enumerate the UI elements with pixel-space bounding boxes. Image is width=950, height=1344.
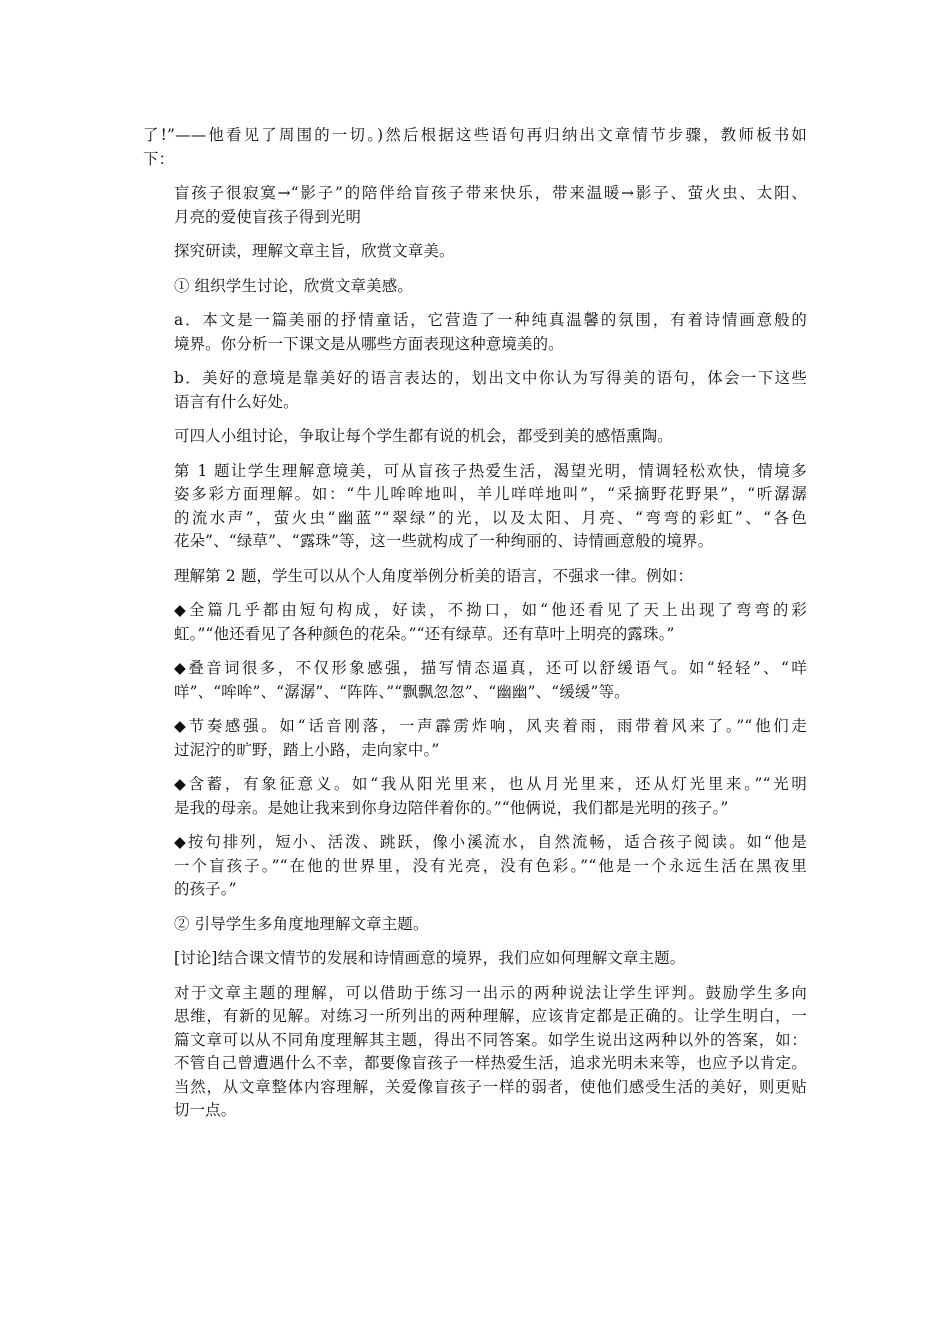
paragraph [143, 913, 807, 937]
text-line: ◆节奏感强。如“话音刚落，一声霹雳炸响，风夹着雨，雨带着风来了。”“他们走 [174, 717, 807, 735]
text-line: ◆全篇几乎都由短句构成，好读，不拗口，如“他还看见了天上出现了弯弯的彩 [174, 601, 807, 619]
text-line: 花朵”、“绿草”、“露珠”等，这一些就构成了一种绚丽的、诗情画意般的境界。 [174, 532, 714, 550]
text-line: 了!”——他看见了周围的一切。)然后根据这些语句再归纳出文章情节步骤，教师板书如 [143, 126, 807, 144]
text-line: b．美好的意境是靠美好的语言表达的，划出文中你认为写得美的语句，体会一下这些 [174, 369, 807, 387]
document-body [143, 124, 807, 1134]
text-line: 切一点。 [174, 1101, 237, 1119]
text-line: 理解第 2 题，学生可以从个人角度举例分析美的语言，不强求一律。例如： [174, 566, 694, 585]
text-line: [讨论]结合课文情节的发展和诗情画意的境界，我们应如何理解文章主题。 [174, 949, 686, 967]
paragraph [143, 182, 807, 229]
text-line: 篇文章可以从不同角度理解其主题，得出不同答案。如学生说出这两种以外的答案，如： [174, 1030, 807, 1049]
text-line: 思维，有新的见解。对练习一所列出的两种理解，应该肯定都是正确的。让学生明白，一 [174, 1007, 807, 1025]
text-line: 第 1 题让学生理解意境美，可从盲孩子热爱生活，渴望光明，情调轻松欢快，情境多 [174, 461, 807, 480]
text-line: 咩”、“哞哞”、“潺潺”、“阵阵、”“飘飘忽忽”、“幽幽”、“缓缓”等。 [174, 682, 630, 701]
paragraph [143, 657, 807, 704]
paragraph [143, 240, 807, 264]
text-line: 的孩子。” [174, 880, 237, 898]
text-line: 对于文章主题的理解，可以借助于练习一出示的两种说法让学生评判。鼓励学生多向 [174, 983, 807, 1002]
text-line: 境界。你分析一下课文是从哪些方面表现这种意境美的。 [174, 334, 564, 353]
text-line: ◆含蓄，有象征意义。如“我从阳光里来，也从月光里来，还从灯光里来。”“光明 [174, 775, 807, 793]
paragraph [143, 275, 807, 299]
paragraph [143, 565, 807, 589]
text-line: a．本文是一篇美丽的抒情童话，它营造了一种纯真温馨的氛围，有着诗情画意般的 [174, 311, 807, 329]
text-line: 过泥泞的旷野，踏上小路，走向家中。” [174, 740, 440, 759]
text-line: 月亮的爱使盲孩子得到光明 [174, 207, 362, 226]
text-line: 虹。”“他还看见了各种颜色的花朵。”“还有绿草。还有草叶上明亮的露珠。” [174, 624, 675, 643]
paragraph [143, 599, 807, 646]
paragraph [143, 124, 807, 171]
text-line: 不管自己曾遭遇什么不幸，都要像盲孩子一样热爱生活，追求光明未来等，也应予以肯定。 [174, 1054, 807, 1072]
paragraph [143, 425, 807, 449]
text-line: 一个盲孩子。”“在他的世界里，没有光亮，没有色彩。”“他是一个永远生活在黑夜里 [174, 856, 807, 875]
text-line: 的流水声”，萤火虫“幽蓝”“翠绿”的光，以及太阳、月亮、“弯弯的彩虹”、“各色 [174, 508, 807, 527]
text-line: ② 引导学生多角度地理解文章主题。 [174, 914, 429, 933]
text-line: 探究研读，理解文章主旨，欣赏文章美。 [174, 242, 455, 260]
paragraph [143, 947, 807, 971]
paragraph [143, 367, 807, 414]
text-line: ◆按句排列，短小、活泼、跳跃，像小溪流水，自然流畅，适合孩子阅读。如“他是 [174, 833, 807, 851]
text-line: ◆叠音词很多，不仅形象感强，描写情态逼真，还可以舒缓语气。如“轻轻”、“咩 [174, 659, 807, 677]
text-line: 是我的母亲。是她让我来到你身边陪伴着你的。”“他俩说，我们都是光明的孩子。” [174, 798, 729, 817]
paragraph [143, 715, 807, 762]
paragraph [143, 773, 807, 820]
text-line: 可四人小组讨论，争取让每个学生都有说的机会，都受到美的感悟熏陶。 [174, 427, 673, 445]
paragraph [143, 309, 807, 356]
text-line: 盲孩子很寂寞→“影子”的陪伴给盲孩子带来快乐，带来温暖→影子、萤火虫、太阳、 [174, 184, 807, 202]
paragraph [143, 460, 807, 554]
text-line: ① 组织学生讨论，欣赏文章美感。 [174, 276, 413, 295]
text-line: 下： [143, 149, 175, 168]
text-line: 语言有什么好处。 [174, 392, 299, 411]
text-line: 姿多彩方面理解。如：“牛儿哞哞地叫，羊儿咩咩地叫”，“采摘野花野果”，“听潺潺 [174, 485, 807, 503]
text-line: 当然，从文章整体内容理解，关爱像盲孩子一样的弱者，使他们感受生活的美好，则更贴 [174, 1077, 807, 1096]
paragraph [143, 831, 807, 902]
paragraph [143, 982, 807, 1123]
